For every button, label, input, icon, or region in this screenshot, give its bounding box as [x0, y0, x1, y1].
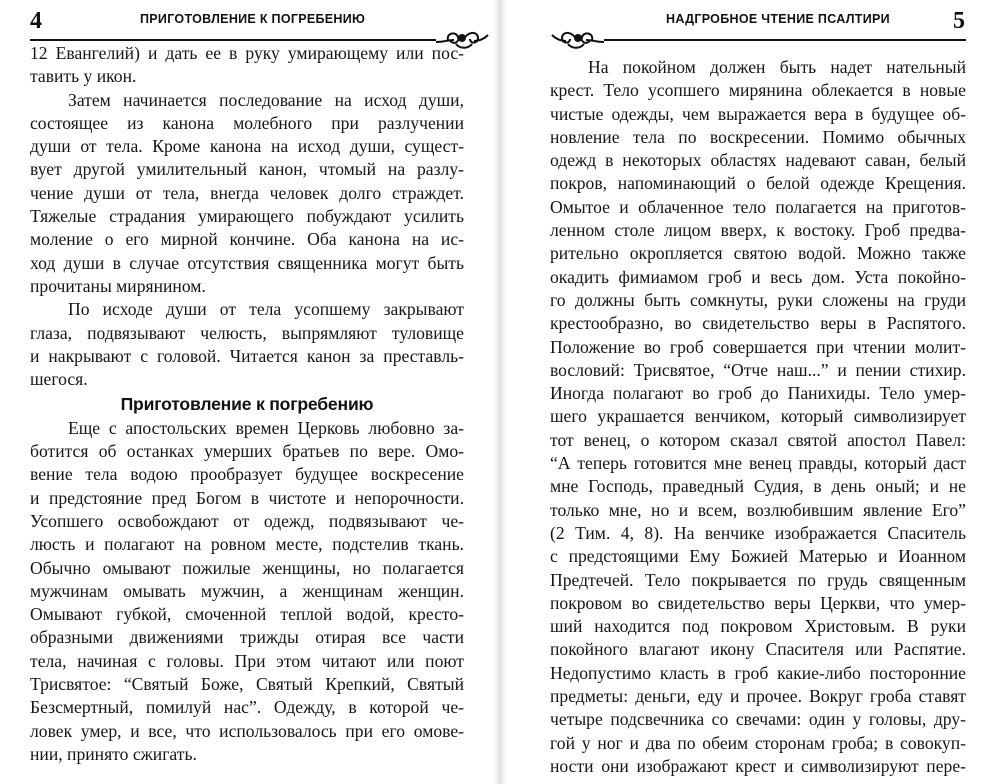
text-line: ленном столе лицом вверх, к востоку. Гроб предва-	[550, 220, 966, 241]
left-body-text	[30, 42, 464, 766]
text-line: На покойном должен быть надет нательный	[588, 57, 966, 77]
text-line: По исходе души от тела усопшему закрывают	[68, 299, 464, 320]
text-line: чистые одежды, чем выражается вера в будущее об-	[550, 103, 966, 124]
text-line: нии, принято сжигать.	[30, 743, 197, 764]
section-heading: Приготовление к погребению	[120, 394, 374, 415]
right-header-rule	[604, 39, 966, 41]
text-line: Трисвятое: “Святый Боже, Святый Крепкий, Святый	[30, 674, 464, 695]
text-line: рительно окропляется святою водой. Можно также	[550, 243, 966, 264]
text-line: чение души от тела, внегда человек долго страждет.	[30, 182, 464, 203]
left-running-head-title: ПРИГОТОВЛЕНИЕ К ПОГРЕБЕНИЮ	[140, 12, 366, 26]
left-running-header	[0, 6, 496, 40]
left-page-number: 4	[30, 8, 42, 34]
text-line: окадить фимиамом гроб и весь дом. Уста покойно-	[550, 266, 966, 287]
text-line: ловек умер, и все, что использовалось при его омове-	[30, 720, 464, 741]
text-line: моление о его мирной кончине. Оба канона на ис-	[30, 229, 464, 250]
text-line: покровом во свидетельство веры Церкви, что умер-	[550, 592, 966, 613]
text-line: люсть и полагают на ровном месте, подстелив ткань.	[30, 534, 464, 555]
text-line: го должны быть сомкнуты, руки сложены на груди	[550, 289, 966, 310]
text-line: Омывают губкой, смоченной теплой водой, кресто-	[30, 604, 464, 625]
text-line: одежд в некоторых областях надевают саван, белый	[550, 150, 966, 171]
text-line: Обычно омывают пожилые женщины, но полагается	[30, 557, 464, 578]
text-line: Затем начинается последование на исход души,	[68, 89, 464, 110]
text-line: шего украшается венчиком, который символизирует	[550, 406, 966, 427]
text-line: (2 Тим. 4, 8). На венчике изображается Спаситель	[550, 522, 966, 543]
text-line: состоящее из канона молебного при разлучении	[30, 112, 464, 133]
text-line: предметы: деньги, еду и прочее. Вокруг гроба ставят	[550, 686, 966, 707]
text-line: новление тела по воскресении. Помимо обычных	[550, 126, 966, 147]
right-running-header	[504, 6, 1000, 40]
left-page	[0, 0, 496, 784]
text-line: Предтечей. Тело покрывается по грудь священным	[550, 569, 966, 590]
text-line: 12 Евангелий) и дать ее в руку умирающему или пос-	[30, 43, 464, 63]
text-line: гой у ног и два по обеим сторонам гроба; в совокуп-	[550, 732, 966, 753]
floral-ornament-icon	[550, 29, 606, 51]
text-line: крестообразно, во свидетельство веры в Распятого.	[550, 313, 966, 334]
text-line: Еще с апостольских времен Церковь любовно за-	[68, 417, 464, 438]
text-line: и предстояние пред Богом в чистоте и непорочности.	[30, 487, 464, 508]
text-line: “А теперь готовится мне венец правды, который даст	[550, 453, 966, 474]
text-line: ход души в случае отсутствия священника могут быть	[30, 252, 464, 273]
text-line: тела, начиная с головы. При этом читают или поют	[30, 650, 464, 671]
text-line: образными движениями трижды отирая все части	[30, 627, 464, 648]
text-line: мужчинам омывать мужчин, а женщинам женщин.	[30, 580, 464, 601]
text-line: вение тела водою прообразует будущее воскресение	[30, 464, 464, 485]
text-line: вует другой умилительный канон, чтомый на разлу-	[30, 159, 464, 180]
text-line: шегося.	[30, 369, 88, 390]
text-line: Усопшего освобождают от одежд, подвязывают че-	[30, 510, 464, 531]
text-line: мне Господь, праведный Судия, в день оный; и не	[550, 476, 966, 497]
right-body-text	[550, 56, 966, 778]
text-line: четыре подсвечника со свечами: один у головы, дру-	[550, 709, 966, 730]
text-line: Омытое и облаченное тело полагается на приготов-	[550, 196, 966, 217]
text-line: с предстоящими Ему Божией Матерью и Иоанном	[550, 546, 966, 567]
text-line: глаза, подвязывают челюсть, выпрямляют туловище	[30, 322, 464, 343]
right-running-head-title: НАДГРОБНОЕ ЧТЕНИЕ ПСАЛТИРИ	[666, 12, 890, 26]
text-line: Безсмертный, помилуй нас”. Одежду, в которой че-	[30, 697, 464, 718]
text-line: Тяжелые страдания умирающего побуждают усилить	[30, 206, 464, 227]
right-page	[504, 0, 1000, 784]
text-line: ботится об останках умерших братьев по вере. Омо-	[30, 441, 464, 462]
text-line: ности они изображают крест и символизируют пере-	[550, 755, 966, 776]
text-line: тот венец, о котором сказал святой апостол Павел:	[550, 429, 966, 450]
text-line: покойного влагают икону Спасителя или Распятие.	[550, 639, 966, 660]
text-line: только мне, но и всем, возлюбившим явление Его”	[550, 499, 966, 520]
left-header-rule	[30, 39, 436, 41]
text-line: вословий: Трисвятое, “Отче наш...” и пении стихир.	[550, 359, 966, 380]
text-line: покров, напоминающий о белой одежде Крещения.	[550, 173, 966, 194]
text-line: Недопустимо класть в гроб какие-либо посторонние	[550, 662, 966, 683]
right-page-number: 5	[953, 8, 965, 34]
text-line: Положение во гроб совершается при чтении молит-	[550, 336, 966, 357]
text-line: Иногда полагают во гроб до Панихиды. Тело умер-	[550, 383, 966, 404]
text-line: крест. Тело усопшего мирянина облекается в новые	[550, 80, 966, 101]
text-line: и накрывают с головой. Читается канон за преставль-	[30, 345, 464, 366]
text-line: ший находится под покровом Христовым. В руки	[550, 616, 966, 637]
text-line: тавить у икон.	[30, 66, 137, 87]
text-line: прочитаны мирянином.	[30, 275, 206, 296]
text-line: души от тела. Кроме канона на исход души, сущест-	[30, 136, 464, 157]
